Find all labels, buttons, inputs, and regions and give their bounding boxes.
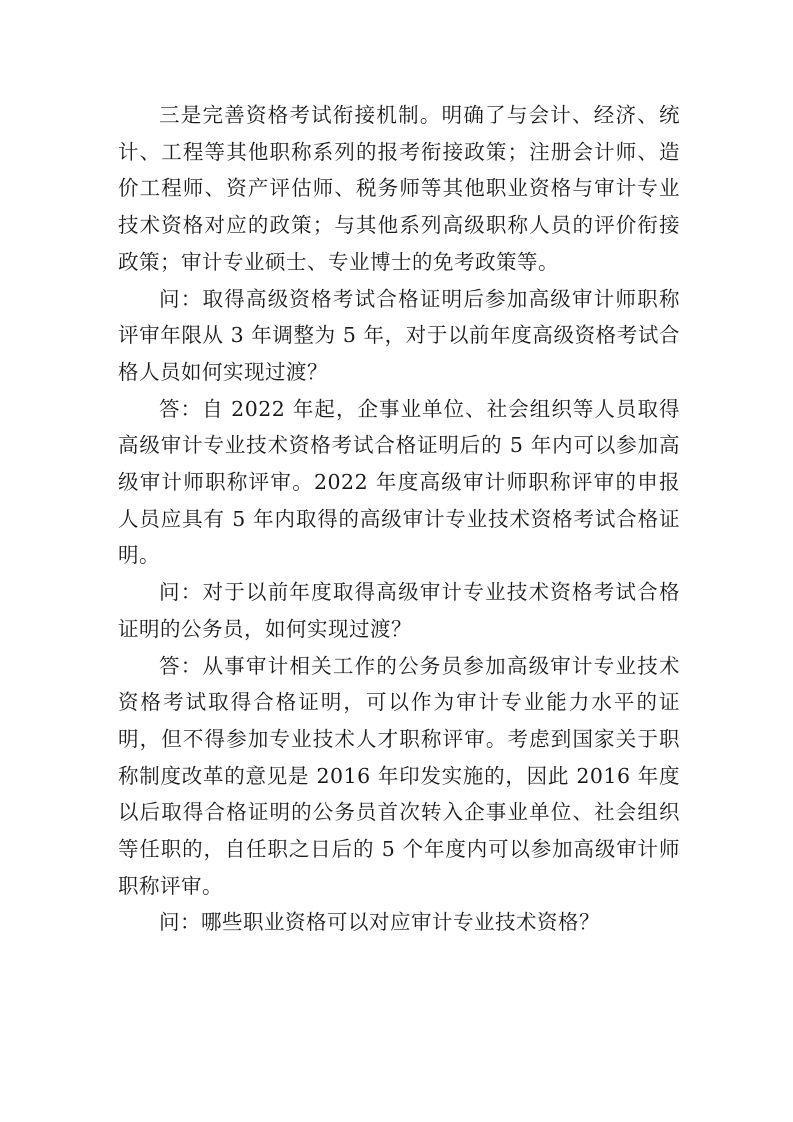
- paragraph-exam-mechanism: 三是完善资格考试衔接机制。明确了与会计、经济、统计、工程等其他职称系列的报考衔接政策；注册会计师、造价工程师、资产评估师、税务师等其他职业资格与审计专业技术资格对应的政策；与其他系列高级职称人员的评价衔接政策；审计专业硕士、专业博士的免考政策等。: [118, 103, 680, 274]
- paragraph-question-qualifications: 问：哪些职业资格可以对应审计专业技术资格？: [159, 910, 600, 935]
- paragraph-answer-civil-servants: 答：从事审计相关工作的公务员参加高级审计专业技术资格考试取得合格证明，可以作为审计专业能力水平的证明，但不得参加专业技术人才职称评审。考虑到国家关于职称制度改革的意见是 2016 年印发实施的，因此 2016 年度以后取得合格证明的公务员首次转入企事业单位、社会组织等任职的，自任职之日后的 5 个年度内可以参加高级审计师职称评审。: [118, 653, 680, 898]
- paragraph-answer-transition-years: 答：自 2022 年起，企事业单位、社会组织等人员取得高级审计专业技术资格考试合格证明后的 5 年内可以参加高级审计师职称评审。2022 年度高级审计师职称评审的申报人员应具有 5 年内取得的高级审计专业技术资格考试合格证明。: [118, 396, 680, 568]
- paragraph-question-civil-servants: 问：对于以前年度取得高级审计专业技术资格考试合格证明的公务员，如何实现过渡？: [118, 580, 680, 641]
- document-body: [118, 97, 680, 941]
- paragraph-question-transition-years: 问：取得高级资格考试合格证明后参加高级审计师职称评审年限从 3 年调整为 5 年，对于以前年度高级资格考试合格人员如何实现过渡？: [118, 286, 680, 384]
